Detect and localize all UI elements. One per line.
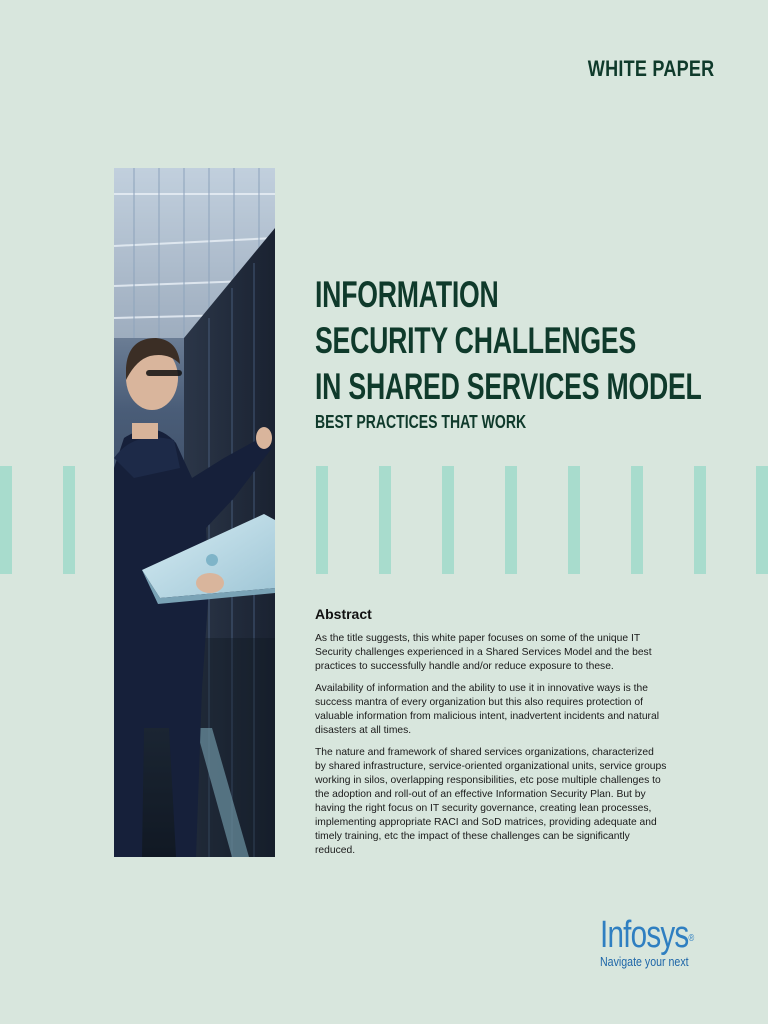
stripe (316, 466, 328, 574)
server-room-photo (114, 168, 275, 857)
registered-mark: ® (688, 933, 694, 944)
abstract-paragraph: The nature and framework of shared services organizations, characterized by shared infrastructure, service-oriented organizational units, service groups working in silos, overlapping responsibilities, etc pose multiple challenges to the adoption and roll-out of an effective Information Security Plan. But by having the right focus on IT security governance, creating lean processes, implementing appropriate RACI and SoD matrices, providing adequate and timely training, etc the impact of these challenges can be significantly reduced. (315, 747, 667, 856)
stripe (505, 466, 517, 574)
title-line: IN SHARED SERVICES MODEL (315, 366, 702, 407)
stripe (568, 466, 580, 574)
title-block (315, 272, 735, 433)
infosys-logo (600, 915, 720, 969)
logo-word: Infosys (600, 914, 689, 956)
abstract-heading: Abstract (315, 606, 372, 622)
stripe (756, 466, 768, 574)
abstract-paragraph: As the title suggests, this white paper focuses on some of the unique IT Security challenges experienced in a Shared Services Model and the best practices to successfully handle and/or reduce exposure to these. (315, 633, 652, 672)
stripe (379, 466, 391, 574)
title-line: INFORMATION (315, 274, 499, 315)
subtitle: BEST PRACTICES THAT WORK (315, 412, 527, 432)
stripe (442, 466, 454, 574)
stripe (0, 466, 12, 574)
logo-tagline: Navigate your next (600, 955, 689, 969)
white-paper-label: WHITE PAPER (587, 56, 714, 81)
server-room-illustration (114, 168, 275, 857)
logo-wordmark (600, 915, 693, 955)
title-line: SECURITY CHALLENGES (315, 320, 637, 361)
stripe (694, 466, 706, 574)
abstract-section (315, 606, 667, 866)
abstract-paragraph: Availability of information and the ability to use it in innovative ways is the success mantra of every organization but this also requires protection of valuable information from malicious intent, inadvertent incidents and natural disasters at all times. (315, 683, 659, 736)
stripe (63, 466, 75, 574)
stripe (631, 466, 643, 574)
